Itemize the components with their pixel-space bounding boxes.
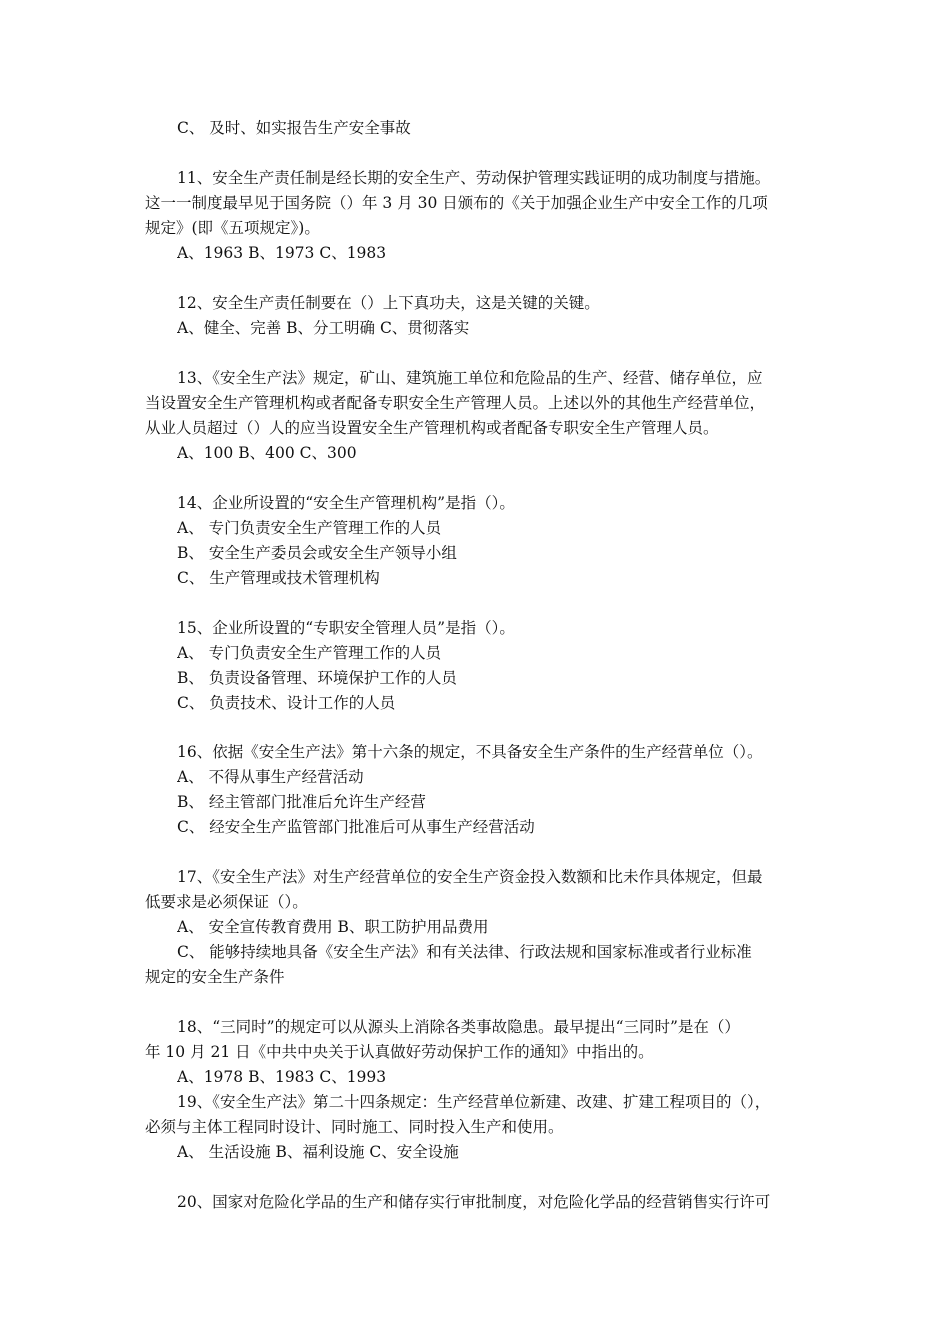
q17-option-c-line-2: 规定的安全生产条件 (145, 968, 285, 986)
q14-option-c: C、 生产管理或技术管理机构 (177, 569, 380, 587)
q11-text-line-1: 11、安全生产责任制是经长期的安全生产、劳动保护管理实践证明的成功制度与措施。 (177, 169, 771, 187)
q13-text-line-1: 13、《安全生产法》规定，矿山、建筑施工单位和危险品的生产、经营、储存单位，应 (177, 369, 763, 387)
q13-options: A、100 B、400 C、300 (177, 444, 357, 462)
q17-text-line-2: 低要求是必须保证（）。 (145, 893, 308, 911)
q14-option-a: A、 专门负责安全生产管理工作的人员 (177, 519, 442, 537)
q11-options: A、1963 B、1973 C、1983 (177, 244, 387, 262)
q15-text: 15、企业所设置的“专职安全管理人员”是指（）。 (177, 619, 515, 637)
q17-text-line-1: 17、《安全生产法》对生产经营单位的安全生产资金投入数额和比未作具体规定，但最 (177, 868, 763, 886)
q12-text: 12、安全生产责任制要在（）上下真功夫，这是关键的关键。 (177, 294, 600, 312)
q20-text-line-1: 20、国家对危险化学品的生产和储存实行审批制度，对危险化学品的经营销售实行许可 (177, 1193, 771, 1211)
q11-text-line-3: 规定》(即《五项规定》)。 (145, 219, 320, 237)
q16-option-a: A、 不得从事生产经营活动 (177, 768, 364, 786)
q18-options: A、1978 B、1983 C、1993 (177, 1068, 387, 1086)
q16-text: 16、依据《安全生产法》第十六条的规定，不具备安全生产条件的生产经营单位（）。 (177, 743, 763, 761)
q15-option-c: C、 负责技术、设计工作的人员 (177, 694, 396, 712)
q16-option-c: C、 经安全生产监管部门批准后可从事生产经营活动 (177, 818, 535, 836)
q16-option-b: B、 经主管部门批准后允许生产经营 (177, 793, 426, 811)
q19-text-line-2: 必须与主体工程同时设计、同时施工、同时投入生产和使用。 (145, 1118, 564, 1136)
q19-text-line-1: 19、《安全生产法》第二十四条规定：生产经营单位新建、改建、扩建工程项目的（）， (177, 1093, 771, 1111)
q17-options-ab: A、 安全宣传教育费用 B、职工防护用品费用 (177, 918, 489, 936)
q19-options: A、 生活设施 B、福利设施 C、安全设施 (177, 1143, 459, 1161)
q12-options: A、健全、完善 B、分工明确 C、贯彻落实 (177, 319, 470, 337)
q10-option-c: C、 及时、如实报告生产安全事故 (177, 119, 411, 137)
q14-text: 14、企业所设置的“安全生产管理机构”是指（）。 (177, 494, 515, 512)
q13-text-line-3: 从业人员超过（）人的应当设置安全生产管理机构或者配备专职安全生产管理人员。 (145, 419, 719, 437)
q15-option-b: B、 负责设备管理、环境保护工作的人员 (177, 669, 457, 687)
q14-option-b: B、 安全生产委员会或安全生产领导小组 (177, 544, 457, 562)
q18-text-line-2: 年 10 月 21 日《中共中央关于认真做好劳动保护工作的通知》中指出的。 (145, 1043, 654, 1061)
q18-text-line-1: 18、“三同时”的规定可以从源头上消除各类事故隐患。最早提出“三同时”是在（） (177, 1018, 740, 1036)
q11-text-line-2: 这一一制度最早见于国务院（）年 3 月 30 日颁布的《关于加强企业生产中安全工作的几项 (145, 194, 768, 212)
q17-option-c-line-1: C、 能够持续地具备《安全生产法》和有关法律、行政法规和国家标准或者行业标准 (177, 943, 752, 961)
q13-text-line-2: 当设置安全生产管理机构或者配备专职安全生产管理人员。上述以外的其他生产经营单位， (145, 394, 766, 412)
q15-option-a: A、 专门负责安全生产管理工作的人员 (177, 644, 442, 662)
